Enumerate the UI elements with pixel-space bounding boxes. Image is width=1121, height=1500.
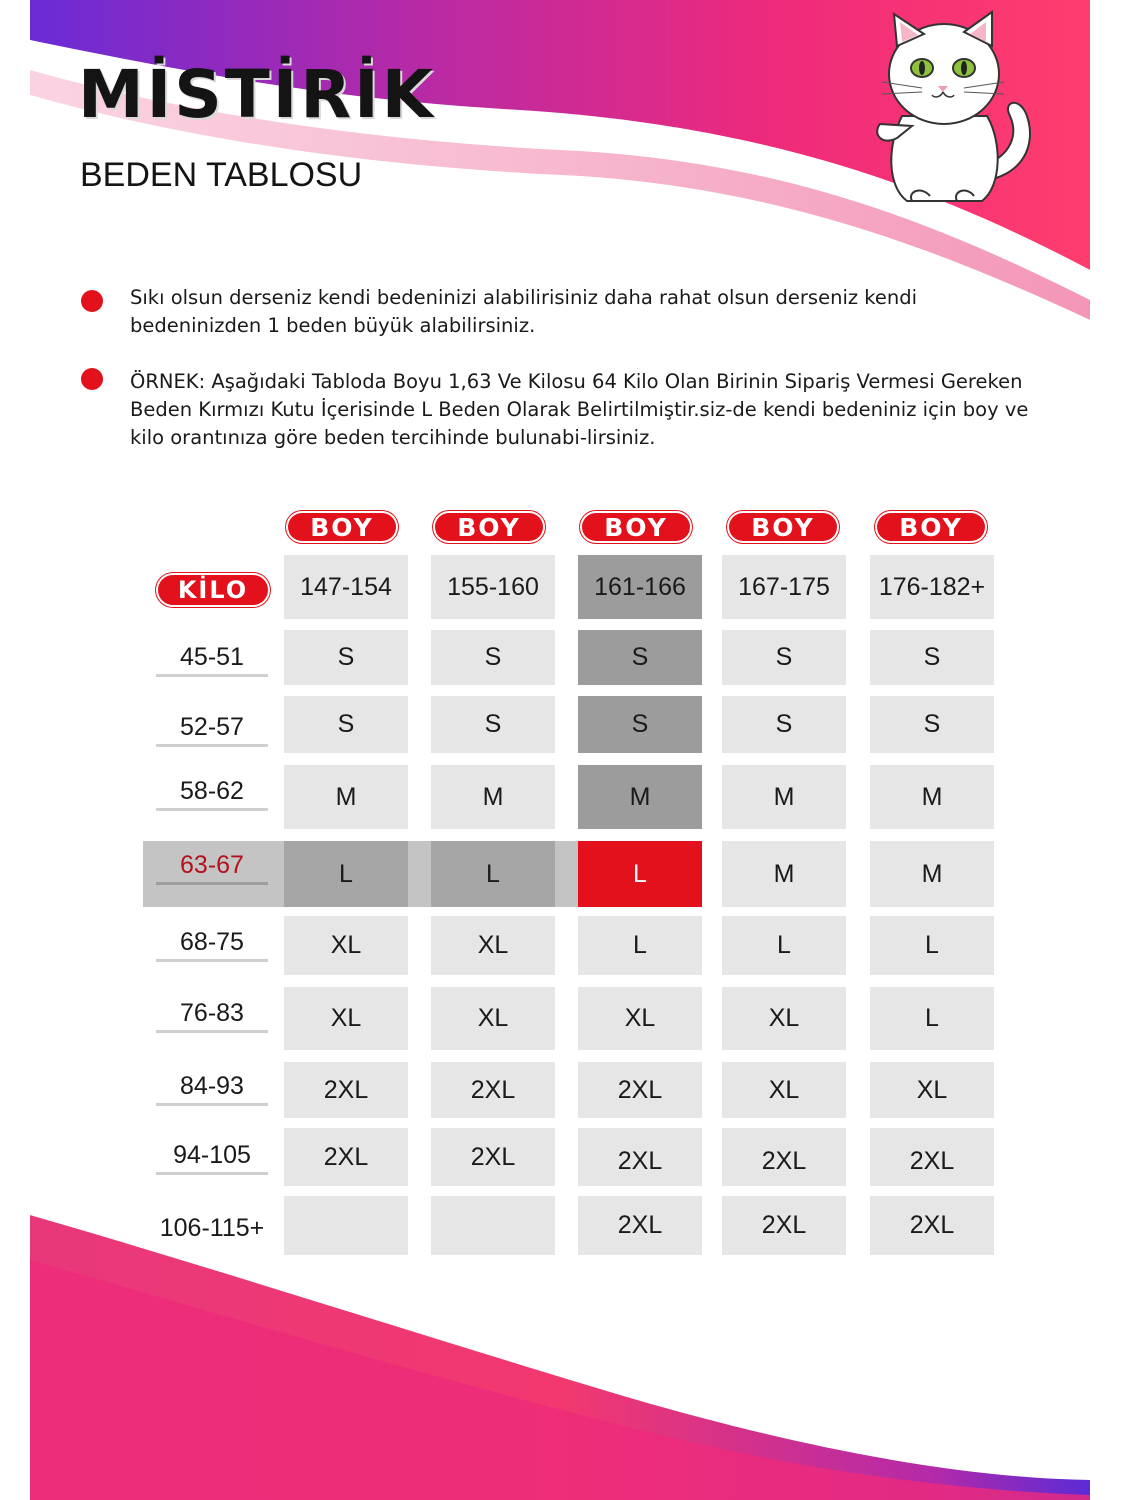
boy-badge: BOY [580,511,692,543]
size-cell: M [722,841,846,907]
kilo-badge: KİLO [156,573,270,607]
kilo-label: 45-51 [156,643,268,677]
column-header: 147-154 [284,555,408,619]
size-cell: S [870,696,994,753]
size-cell: 2XL [722,1196,846,1255]
column-header: 167-175 [722,555,846,619]
size-cell: 2XL [578,1128,702,1186]
size-cell: S [578,630,702,685]
size-cell: 2XL [578,1062,702,1118]
size-cell: S [284,630,408,685]
note-example-text: ÖRNEK: Aşağıdaki Tabloda Boyu 1,63 Ve Kilosu 64 Kilo Olan Birinin Sipariş Vermesi Gereken Beden Kırmızı Kutu İçerisinde L Beden Olarak Belirtilmiştir.siz-de kendi bedeniniz için boy ve kilo orantınıza göre beden tercihinde bulunabi-lirsiniz. [130,370,1029,449]
size-cell: M [870,765,994,829]
size-cell: M [578,765,702,829]
size-cell: XL [870,1062,994,1118]
highlighted-size-cell: L [578,841,702,907]
size-cell: XL [431,987,555,1050]
size-cell: XL [722,1062,846,1118]
size-cell: 2XL [870,1196,994,1255]
size-cell: S [722,630,846,685]
red-dot-icon [81,290,103,312]
size-cell-empty [431,1196,555,1255]
boy-badge: BOY [727,511,839,543]
size-cell: M [870,841,994,907]
size-cell: L [870,987,994,1050]
size-cell: S [431,630,555,685]
size-cell: L [431,841,555,907]
size-cell: M [722,765,846,829]
kilo-label: 58-62 [156,777,268,811]
size-cell: XL [722,987,846,1050]
kilo-label: 106-115+ [159,1214,265,1242]
kilo-label: 68-75 [156,928,268,962]
boy-badge: BOY [875,511,987,543]
size-cell-empty [284,1196,408,1255]
size-cell: M [284,765,408,829]
size-cell: 2XL [284,1062,408,1118]
size-cell: M [431,765,555,829]
size-cell: S [722,696,846,753]
column-header: 176-182+ [870,555,994,619]
size-cell: XL [284,987,408,1050]
size-cell: S [870,630,994,685]
kilo-label: 52-57 [156,713,268,747]
page-subtitle: BEDEN TABLOSU [80,156,363,194]
size-cell: 2XL [578,1196,702,1255]
kilo-label-highlighted: 63-67 [156,851,268,885]
size-cell: L [284,841,408,907]
size-cell: XL [431,916,555,975]
size-cell: 2XL [870,1128,994,1186]
note-text: Sıkı olsun derseniz kendi bedeninizi alabilirisiniz daha rahat olsun derseniz kendi bedeninizden 1 beden büyük alabilirsiniz. [130,286,918,337]
kilo-label: 76-83 [156,999,268,1033]
size-cell: S [578,696,702,753]
size-cell: 2XL [722,1128,846,1186]
kilo-label: 94-105 [156,1141,268,1175]
column-header: 161-166 [578,555,702,619]
size-cell: 2XL [431,1128,555,1186]
column-header: 155-160 [431,555,555,619]
cat-mascot-icon [852,6,1047,211]
kilo-label: 84-93 [156,1072,268,1106]
size-cell: 2XL [284,1128,408,1186]
size-cell: L [578,916,702,975]
size-cell: L [722,916,846,975]
size-cell: XL [284,916,408,975]
size-cell: 2XL [431,1062,555,1118]
size-cell: S [431,696,555,753]
size-cell: L [870,916,994,975]
brand-logo: MİSTİRİK [78,56,436,133]
red-dot-icon [81,368,103,390]
boy-badge: BOY [433,511,545,543]
size-cell: XL [578,987,702,1050]
size-cell: S [284,696,408,753]
boy-badge: BOY [286,511,398,543]
